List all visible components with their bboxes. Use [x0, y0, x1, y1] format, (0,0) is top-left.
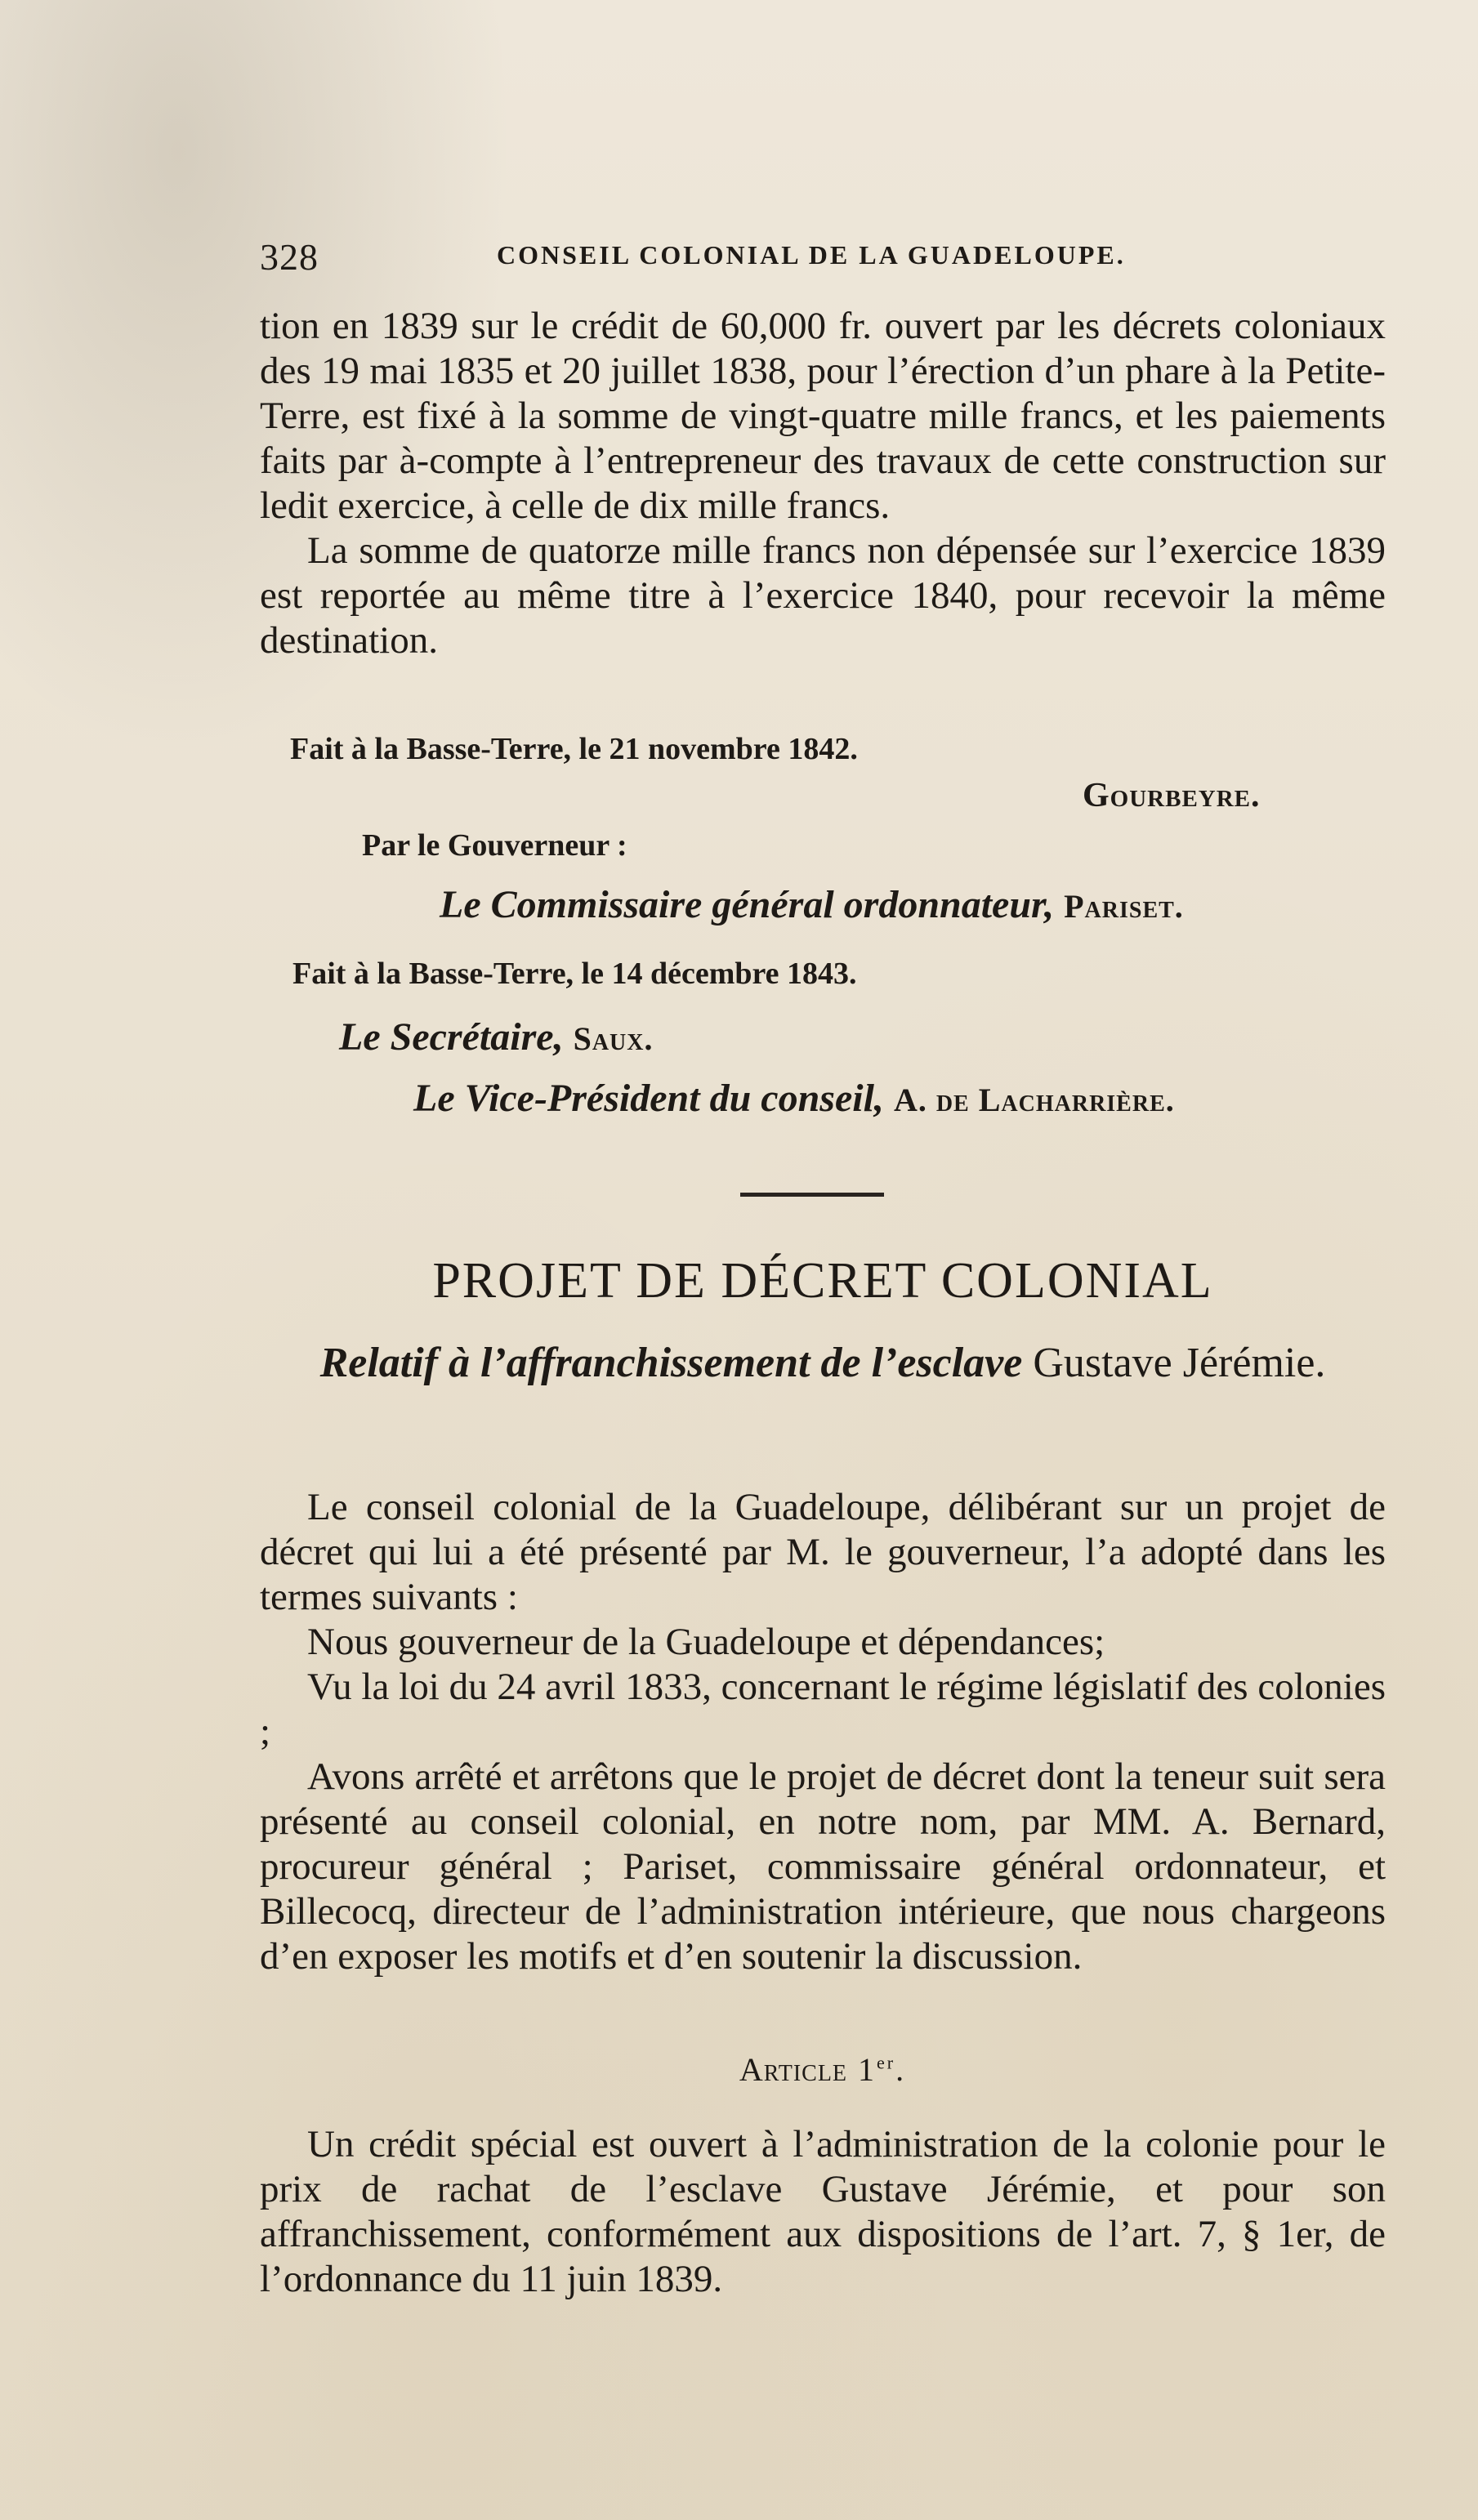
running-head: CONSEIL COLONIAL DE LA GUADELOUPE. — [497, 240, 1126, 270]
article-heading: Article 1er. — [739, 2051, 907, 2088]
par-le-gouverneur: Par le Gouverneur : — [362, 828, 627, 863]
paragraph-continuation: tion en 1839 sur le crédit de 60,000 fr. ouvert par les décrets coloniaux des 19 mai 1835 et 20 juillet 1838, pour l’érection d’un phare à la Petite-Terre, est fixé à la somme de vingt-quatre mille francs, et les paiements faits par à-compte à l’entrepreneur des travaux de cette construction sur ledit exercice, à celle de dix mille francs. — [260, 305, 1386, 527]
secretaire-line — [339, 1015, 654, 1059]
paragraph-article-1: Un crédit spécial est ouvert à l’administration de la colonie pour le prix de rachat de l’esclave Gustave Jérémie, et pour son affranchissement, conformément aux dispositions de l’art. 7, § 1er, de l’ordonnance du 11 juin 1839. — [260, 2123, 1386, 2300]
paragraph-nous: Nous gouverneur de la Guadeloupe et dépendances; — [307, 1621, 1105, 1663]
text-block-top — [260, 304, 1386, 663]
decree-subtitle-italic: Relatif à l’affranchissement de l’esclave — [319, 1340, 1023, 1386]
signature-pariset: Pariset. — [1064, 888, 1184, 925]
commissaire-line — [440, 882, 1184, 927]
paragraph-vu: Vu la loi du 24 avril 1833, concernant le régime législatif des colonies ; — [260, 1666, 1386, 1753]
paragraph-avons: Avons arrêté et arrêtons que le projet de décret dont la teneur suit sera présenté au conseil colonial, en notre nom, par MM. A. Bernard, procureur général ; Pariset, commissaire général ordonnateur, et Billecocq, directeur de l’administration intérieure, que nous chargeons d’en exposer les motifs et d’en soutenir la discussion. — [260, 1755, 1386, 1978]
page-header — [260, 235, 1183, 284]
separator-rule — [740, 1193, 884, 1197]
vice-president-title: Le Vice-Président du conseil, — [413, 1077, 884, 1120]
paragraph-conseil: Le conseil colonial de la Guadeloupe, délibérant sur un projet de décret qui lui a été présenté par M. le gouverneur, l’a adopté dans les termes suivants : — [260, 1486, 1386, 1618]
decree-body — [260, 1485, 1386, 1979]
commissaire-title: Le Commissaire général ordonnateur, — [440, 883, 1055, 926]
article-body — [260, 2122, 1386, 2302]
fait-date-2: Fait à la Basse-Terre, le 14 décembre 1843. — [292, 957, 857, 991]
decree-subtitle — [260, 1338, 1386, 1389]
decree-title: PROJET DE DÉCRET COLONIAL — [432, 1253, 1213, 1309]
decree-subtitle-name: Gustave Jérémie. — [1033, 1340, 1326, 1386]
secretaire-title: Le Secrétaire, — [339, 1015, 564, 1059]
signature-saux: Saux. — [573, 1020, 654, 1057]
fait-date-1: Fait à la Basse-Terre, le 21 novembre 1842. — [290, 732, 858, 766]
signature-lacharriere: A. de Lacharrière. — [893, 1082, 1175, 1118]
article-sup: er — [877, 2052, 896, 2073]
signature-gourbeyre: Gourbeyre. — [1083, 777, 1261, 814]
page-number: 328 — [260, 236, 319, 278]
vice-president-line — [413, 1076, 1175, 1121]
article-number: 1 — [858, 2051, 877, 2088]
paragraph-somme: La somme de quatorze mille francs non dépensée sur l’exercice 1839 est reportée au même titre à l’exercice 1840, pour recevoir la même destination. — [260, 529, 1386, 662]
article-label: Article — [739, 2051, 848, 2088]
